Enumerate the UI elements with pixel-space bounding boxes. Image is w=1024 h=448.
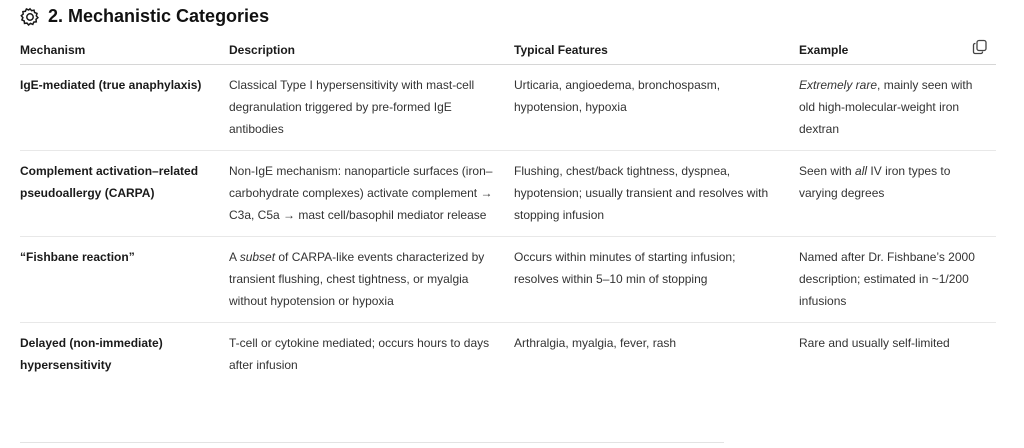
- cell-features: Occurs within minutes of starting infusion; resolves within 5–10 min of stopping: [514, 237, 799, 323]
- table-header-row: [20, 36, 996, 65]
- cell-example: Seen with all IV iron types to varying degrees: [799, 151, 996, 237]
- section-heading: [20, 6, 269, 27]
- section-title: 2. Mechanistic Categories: [48, 6, 270, 26]
- cell-example: Named after Dr. Fishbane’s 2000 description; estimated in ~1/200 infusions: [799, 237, 996, 323]
- cell-features: Arthralgia, myalgia, fever, rash: [514, 336, 677, 350]
- cell-description: Non-IgE mechanism: nanoparticle surfaces (iron–carbohydrate complexes) activate complement → C3a, C5a → mast cell/basophil mediator release: [229, 151, 514, 237]
- header-example: Example: [799, 36, 996, 65]
- cell-description: Classical Type I hypersensitivity with mast-cell degranulation triggered by pre-formed IgE antibodies: [229, 65, 514, 151]
- cell-example: Rare and usually self-limited: [799, 336, 950, 350]
- cell-mechanism: Delayed (non-immediate) hypersensitivity: [20, 336, 163, 372]
- header-typical-features: Typical Features: [514, 36, 799, 65]
- cell-description: A subset of CARPA-like events characterized by transient flushing, chest tightness, or myalgia without hypotension or hypoxia: [229, 237, 514, 323]
- table-row: [20, 237, 996, 323]
- header-description: Description: [229, 36, 514, 65]
- table-row: [20, 323, 996, 387]
- table-row: [20, 151, 996, 237]
- cell-mechanism: IgE-mediated (true anaphylaxis): [20, 65, 229, 151]
- table-row: [20, 65, 996, 151]
- cell-description: T-cell or cytokine mediated; occurs hours to days after infusion: [229, 336, 490, 372]
- cell-features: Flushing, chest/back tightness, dyspnea, hypotension; usually transient and resolves with stopping infusion: [514, 151, 799, 237]
- cell-mechanism: Complement activation–related pseudoallergy (CARPA): [20, 151, 229, 237]
- cell-mechanism: “Fishbane reaction”: [20, 237, 229, 323]
- cell-example: Extremely rare, mainly seen with old high-molecular-weight iron dextran: [799, 65, 996, 151]
- cell-features: Urticaria, angioedema, bronchospasm, hypotension, hypoxia: [514, 65, 799, 151]
- gear-icon: [20, 7, 40, 27]
- mechanistic-categories-table: [20, 36, 996, 386]
- divider: [20, 442, 724, 443]
- header-mechanism: Mechanism: [20, 36, 229, 65]
